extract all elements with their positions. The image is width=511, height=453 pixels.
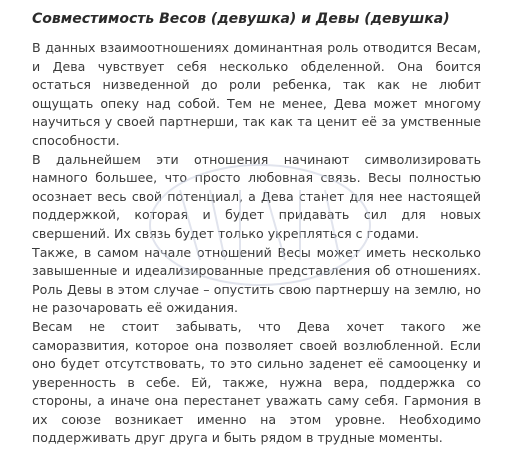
paragraph-3: Также, в самом начале отношений Весы может иметь несколько завышенные и идеализированные представления об отношениях. Роль Девы в этом случае – опустить свою партнершу на землю, но не разочаровать её ожидания. xyxy=(32,244,481,316)
page-title: Совместимость Весов (девушка) и Девы (девушка) xyxy=(32,11,450,27)
paragraph-4: Весам не стоит забывать, что Дева хочет такого же саморазвития, которое она позволяет своей возлюбленной. Если оно будет отсутствовать, то это сильно заденет её самооценку и уверенность в себе. Ей, также, нужна вера, поддержка со стороны, а иначе она перестанет уважать саму себя. Гармония в их союзе возникает именно на этом уровне. Необходимо поддерживать друг друга и быть рядом в трудные моменты. xyxy=(32,318,481,446)
paragraph-1: В данных взаимоотношениях доминантная роль отводится Весам, и Дева чувствует себя несколько обделенной. Она боится остаться низведенной до роли ребенка, так как не любит ощущать опеку над собой. Тем не менее, Дева может многому научиться у своей партнерши, так как та ценит её за умственные способности. xyxy=(32,40,481,148)
paragraph-2: В дальнейшем эти отношения начинают символизировать намного большее, что просто любовная связь. Весы полностью осознает весь свой потенциал, а Дева станет для нее настоящей поддержкой, которая и будет придавать сил для новых свершений. Их связь будет только укрепляться с годами. xyxy=(32,151,481,241)
